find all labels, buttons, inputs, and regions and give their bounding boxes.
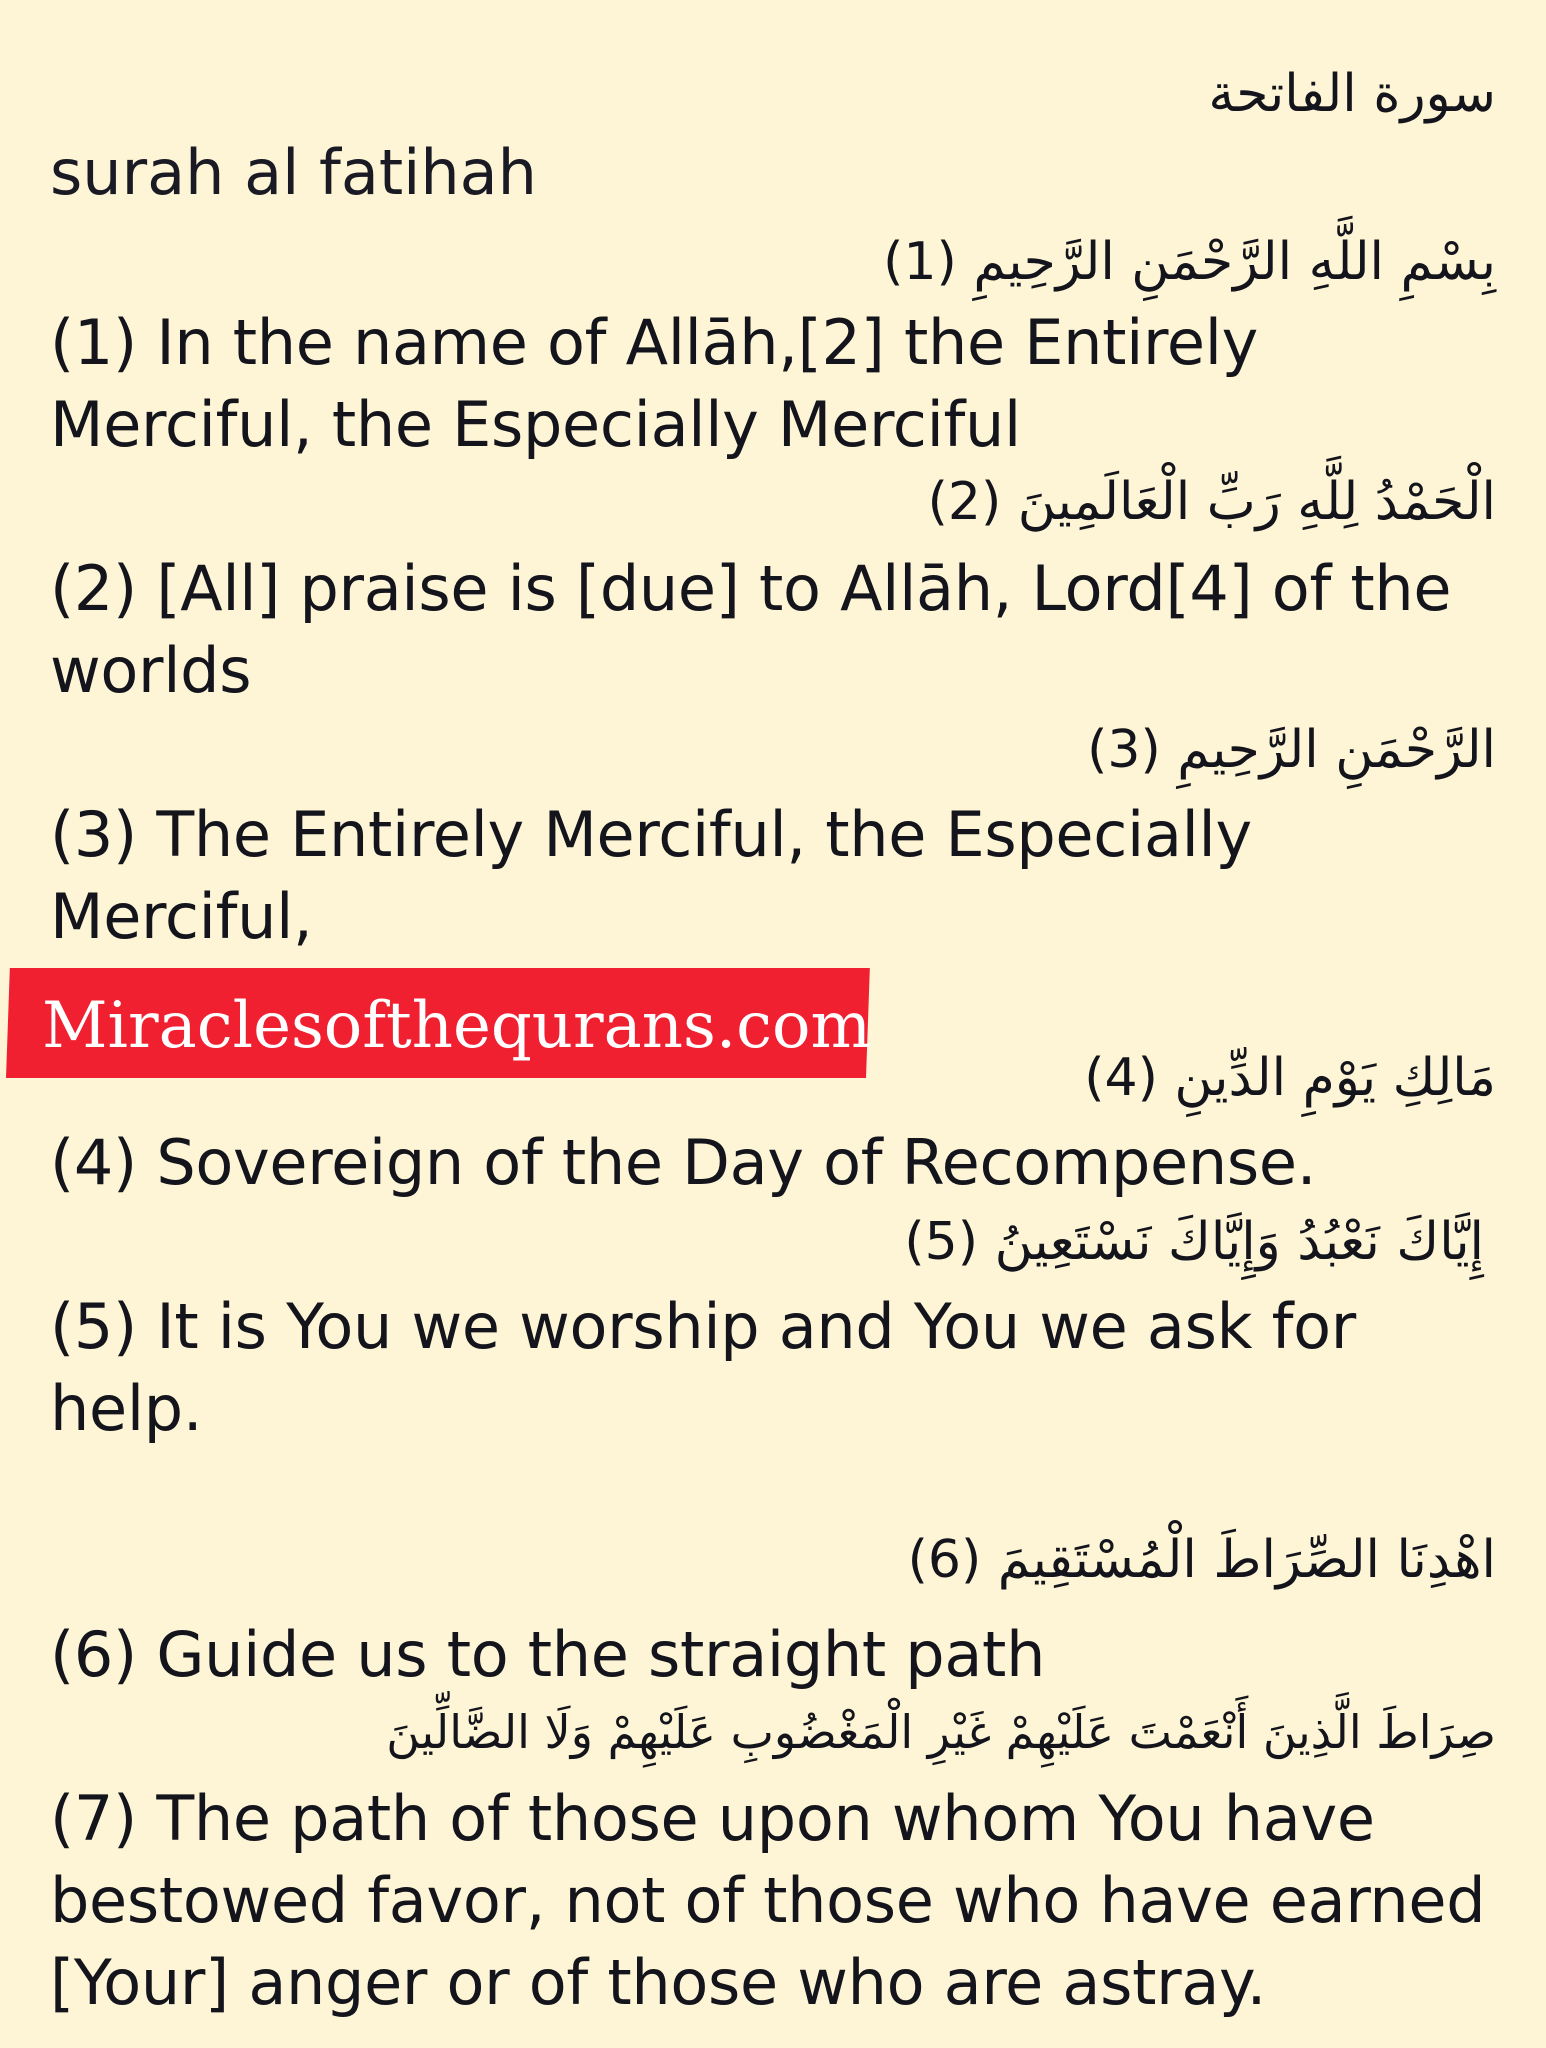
verse-1-english: (1) In the name of Allāh,[2] the Entirely Merciful, the Especially Merciful [50, 306, 1259, 461]
verse-3-arabic: الرَّحْمَنِ الرَّحِيمِ (3) [1087, 720, 1496, 780]
verse-5-english: (5) It is You we worship and You we ask for help. [50, 1290, 1356, 1445]
verse-4-arabic: مَالِكِ يَوْمِ الدِّينِ (4) [1084, 1048, 1496, 1108]
verse-2-arabic: الْحَمْدُ لِلَّهِ رَبِّ الْعَالَمِينَ (2) [927, 472, 1496, 532]
verse-5-arabic: إِيَّاكَ نَعْبُدُ وَإِيَّاكَ نَسْتَعِينُ (5) [904, 1212, 1484, 1272]
verse-7-english: (7) The path of those upon whom You have bestowed favor, not of those who have earned [Your] anger or of those who are astray. [50, 1782, 1486, 2019]
verse-1-arabic: بِسْمِ اللَّهِ الرَّحْمَنِ الرَّحِيمِ (1) [883, 232, 1496, 292]
verse-6-english: (6) Guide us to the straight path [50, 1618, 1046, 1691]
verse-7-arabic: صِرَاطَ الَّذِينَ أَنْعَمْتَ عَلَيْهِمْ غَيْرِ الْمَغْضُوبِ عَلَيْهِمْ وَلَا الضَّالِّينَ [386, 1705, 1496, 1759]
watermark-text: Miraclesofthequrans.com [42, 989, 872, 1063]
verse-6-arabic: اهْدِنَا الصِّرَاطَ الْمُسْتَقِيمَ (6) [907, 1530, 1496, 1590]
surah-title-english: surah al fatihah [50, 136, 537, 209]
verse-3-english: (3) The Entirely Merciful, the Especially Merciful, [50, 798, 1252, 953]
surah-title-arabic: سورة الفاتحة [1208, 64, 1496, 124]
verse-2-english: (2) [All] praise is [due] to Allāh, Lord[4] of the worlds [50, 552, 1452, 707]
verse-4-english: (4) Sovereign of the Day of Recompense. [50, 1126, 1317, 1199]
